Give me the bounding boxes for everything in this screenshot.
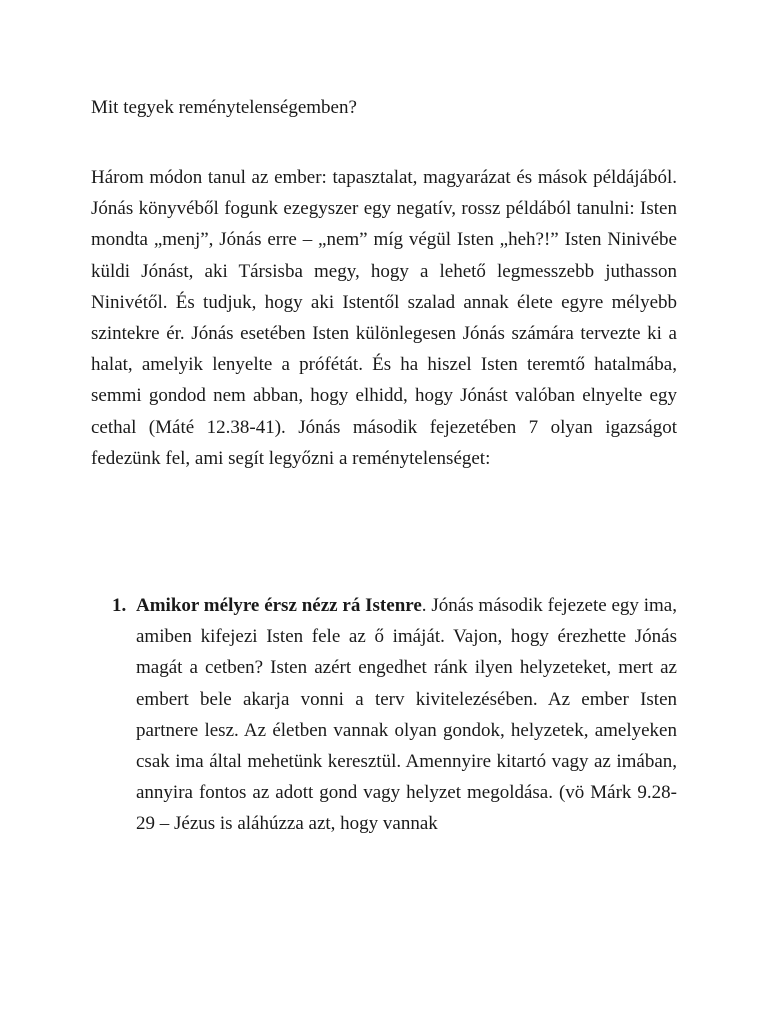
numbered-list (112, 590, 677, 840)
list-item-number: 1. (112, 595, 127, 616)
list-item-lead: Amikor mélyre érsz nézz rá Istenre (136, 595, 422, 616)
document-title: Mit tegyek reménytelenségemben? (91, 97, 357, 118)
intro-paragraph: Három módon tanul az ember: tapasztalat, magyarázat és mások példájából. Jónás könyvéből fogunk ezegyszer egy negatív, rossz példából tanulni: Isten mondta „menj”, Jónás erre – „nem” míg végül Isten „heh?!” Isten Ninivébe küldi Jónást, aki Társisba megy, hogy a lehető legmesszebb juthasson Ninivétől. És tudjuk, hogy aki Istentől szalad annak élete egyre mélyebb szintekre ér. Jónás esetében Isten különlegesen Jónás számára tervezte ki a halat, amelyik lenyelte a prófétát. És ha hiszel Isten teremtő hatalmába, semmi gondod nem abban, hogy elhidd, hogy Jónást valóban elnyelte egy cethal (Máté 12.38-41). Jónás második fejezetében 7 olyan igazságot fedezünk fel, ami segít legyőzni a reménytelenséget: (91, 167, 677, 469)
list-item-text: . Jónás második fejezete egy ima, amiben kifejezi Isten fele az ő imáját. Vajon, hogy érezhette Jónás magát a cetben? Isten azért engedhet ránk ilyen helyzeteket, mert az embert bele akarja vonni a terv kivitelezésében. Az ember Isten partnere lesz. Az életben vannak olyan gondok, helyzetek, amelyeken csak ima által mehetünk keresztül. Amennyire kitartó vagy az imában, annyira fontos az adott gond vagy helyzet megoldása. (vö Márk 9.28-29 – Jézus is aláhúzza azt, hogy vannak (136, 595, 677, 835)
list-item (112, 590, 677, 840)
